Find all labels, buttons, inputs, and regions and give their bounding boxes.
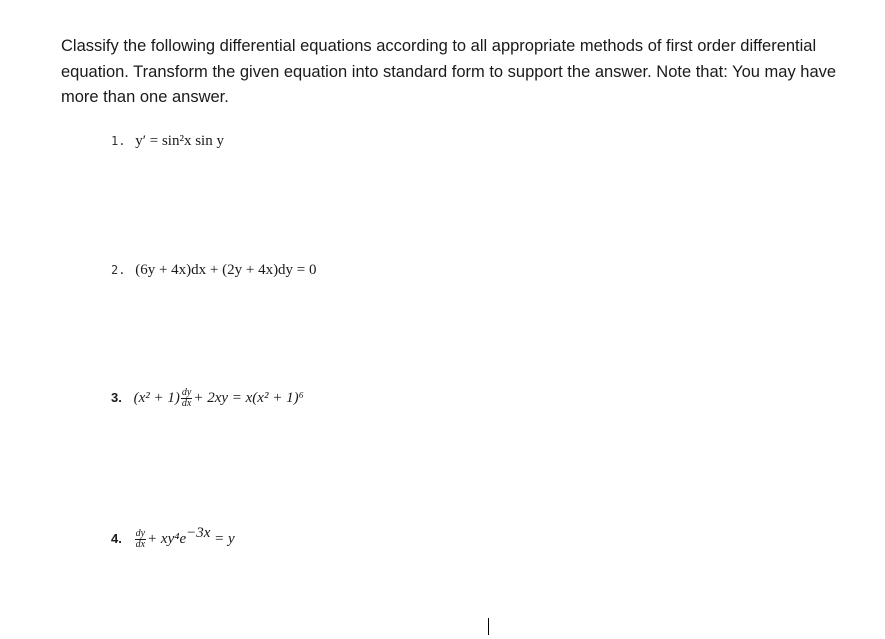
question-4-frac-num: dy xyxy=(135,528,146,539)
question-3-rhs: + 2xy = x(x² + 1)⁶ xyxy=(193,389,304,406)
question-1-number: 1. xyxy=(111,134,126,148)
question-4-frac-den: dx xyxy=(135,539,146,550)
question-4-derivative xyxy=(135,529,146,550)
question-4-rhs-prefix: + xy⁴e xyxy=(147,530,187,547)
text-cursor xyxy=(488,618,489,635)
instructions-text: Classify the following differential equations according to all appropriate methods of first order differential equation. Transform the given equation into standard form to support the answer. Note that: You may have more than one answer. xyxy=(61,37,837,106)
question-4 xyxy=(111,524,235,550)
question-3 xyxy=(111,388,304,409)
question-2-equation: (6y + 4x)dx + (2y + 4x)dy = 0 xyxy=(135,262,317,278)
question-3-derivative xyxy=(181,388,192,409)
question-1 xyxy=(111,133,224,150)
question-3-frac-num: dy xyxy=(181,387,192,398)
question-1-equation: y′ = sin²x sin y xyxy=(135,133,224,149)
question-4-exponent: −3x xyxy=(186,524,211,541)
question-4-number: 4. xyxy=(111,530,122,546)
question-2 xyxy=(111,262,317,279)
question-3-lhs: (x² + 1) xyxy=(133,389,180,406)
question-2-number: 2. xyxy=(111,263,126,277)
question-4-rhs-suffix: = y xyxy=(210,530,235,547)
question-3-frac-den: dx xyxy=(181,398,192,409)
question-3-number: 3. xyxy=(111,389,122,405)
